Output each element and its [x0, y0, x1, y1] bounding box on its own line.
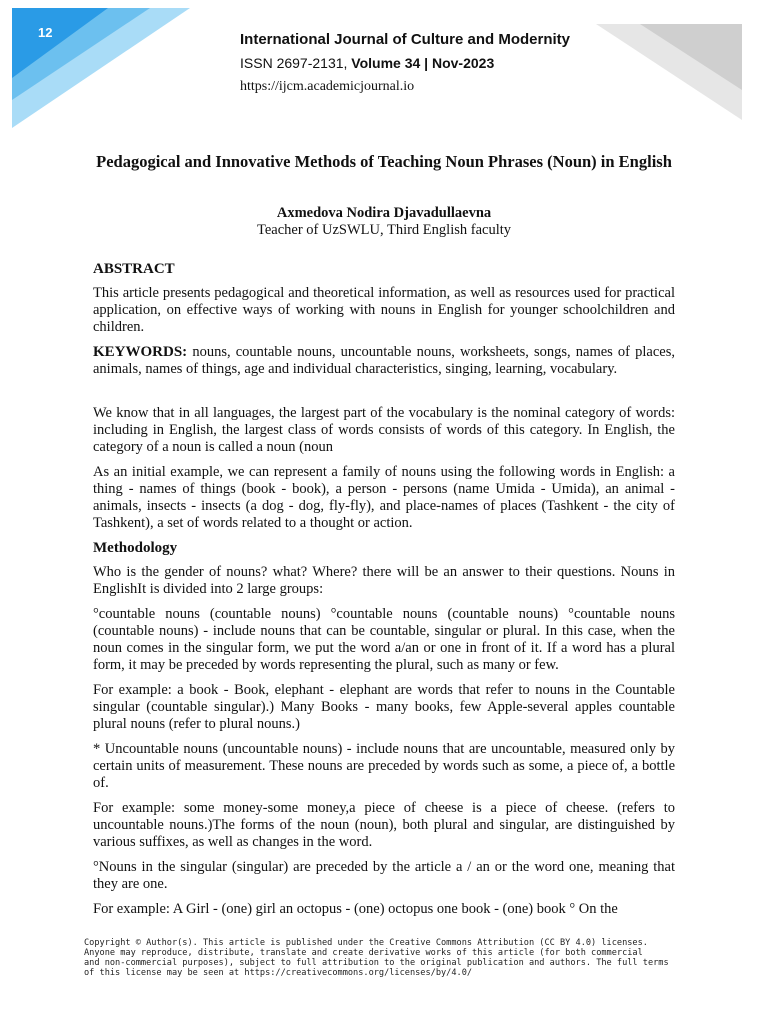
paragraph: °countable nouns (countable nouns) °countable nouns (countable nouns) °countable nouns (countable nouns) - include nouns that can be countable, singular or plural. In this case, when the noun comes in the singular form, we put the word a/an or one in front of it. If a word has a plural form, it may be preceded by words representing the plural, such as many or few. — [93, 606, 675, 673]
article-title: Pedagogical and Innovative Methods of Teaching Noun Phrases (Noun) in English — [96, 152, 672, 171]
paragraph: * Uncountable nouns (uncountable nouns) - include nouns that are uncountable, measured only by certain units of measurement. These nouns are preceded by words such as some, a piece of, a bottle of. — [93, 741, 675, 791]
keywords — [93, 344, 675, 378]
paragraph: For example: a book - Book, elephant - elephant are words that refer to nouns in the Countable singular (countable singular).) Many Books - many books, few Apple-several apples countable plural nouns (refer to plural nouns.) — [93, 682, 675, 732]
abstract-text: This article presents pedagogical and theoretical information, as well as resources used for practical application, on effective ways of working with nouns in English for younger schoolchildren and children. — [93, 285, 675, 335]
issn: ISSN 2697-2131, — [240, 55, 352, 71]
volume-issue: Volume 34 | Nov-2023 — [351, 55, 495, 71]
paragraph: Who is the gender of nouns? what? Where? there will be an answer to their questions. Nouns in EnglishIt is divided into 2 large groups: — [93, 564, 675, 597]
journal-name: International Journal of Culture and Modernity — [240, 31, 571, 48]
paragraph: For example: A Girl - (one) girl an octopus - (one) octopus one book - (one) book ° On the — [93, 901, 618, 917]
footer-line: Anyone may reproduce, distribute, translate and create derivative works of this article (for both commercial — [84, 948, 643, 958]
paragraph: °Nouns in the singular (singular) are preceded by the article a / an or the word one, meaning that they are one. — [93, 859, 675, 892]
journal-header — [240, 31, 570, 95]
issn-line — [240, 55, 570, 71]
keywords-label: KEYWORDS: — [93, 344, 188, 360]
footer-line: of this license may be seen at https://creativecommons.org/licenses/by/4.0/ — [84, 968, 473, 978]
paragraph: We know that in all languages, the largest part of the vocabulary is the nominal category of words: including in English, the largest class of words consists of words of this category. In English, the category of a noun is called a noun (noun — [93, 405, 675, 455]
license-footer — [84, 938, 669, 978]
paragraph: For example: some money-some money,a piece of cheese is a piece of cheese. (refers to uncountable nouns.)The forms of the noun (noun), both plural and singular, are distinguished by various suffixes, as well as changes in the word. — [93, 800, 675, 850]
page-number: 12 — [38, 25, 53, 40]
abstract-heading: ABSTRACT — [93, 261, 175, 277]
journal-url[interactable]: https://ijcm.academicjournal.io — [240, 79, 415, 94]
author-name: Axmedova Nodira Djavadullaevna — [276, 205, 492, 221]
methodology-heading: Methodology — [93, 540, 178, 556]
author-affiliation: Teacher of UzSWLU, Third English faculty — [257, 222, 511, 238]
keywords-text: nouns, countable nouns, uncountable nouns, worksheets, songs, names of places, animals, names of things, age and individual characteristics, singing, learning, vocabulary. — [93, 344, 675, 377]
article-body — [93, 261, 675, 926]
paragraph: As an initial example, we can represent a family of nouns using the following words in English: a thing - names of things (book - book), a person - persons (name Umida - Umida), an animal - animals, insects - insects (a dog - dog, fly-fly), and place-names of places (Tashkent - the city of Tashkent), a set of words related to a thought or action. — [93, 464, 675, 531]
footer-line: and non-commercial purposes), subject to full attribution to the original publication and authors. The full terms — [84, 958, 669, 968]
footer-line: Copyright © Author(s). This article is published under the Creative Commons Attribution (CC BY 4.0) licenses. — [84, 938, 648, 948]
